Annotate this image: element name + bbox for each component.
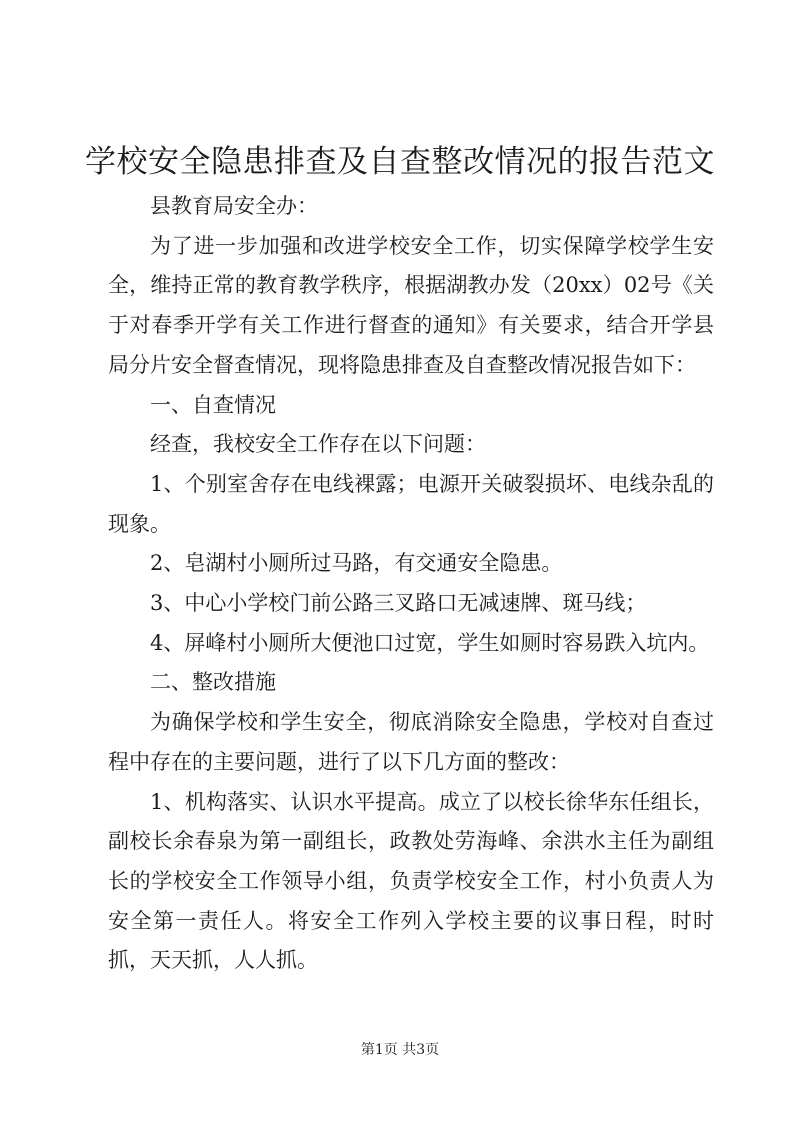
list-item: 1、个别室舍存在电线裸露；电源开关破裂损坏、电线杂乱的现象。: [108, 471, 714, 536]
document-body: [108, 187, 714, 981]
intro-paragraph: 为了进一步加强和改进学校安全工作，切实保障学校学生安全，维持正常的教育教学秩序，根据湖教办发（20xx）02号《关于对春季开学有关工作进行督查的通知》有关要求，结合开学县局分片安全督查情况，现将隐患排查及自查整改情况报告如下：: [108, 233, 714, 377]
section-heading-self-check: 一、自查情况: [150, 392, 276, 417]
paragraph: 为确保学校和学生安全，彻底消除安全隐患，学校对自查过程中存在的主要问题，进行了以下几方面的整改：: [108, 710, 714, 774]
list-item: 1、机构落实、认识水平提高。成立了以校长徐华东任组长，副校长余春泉为第一副组长，政教处劳海峰、余洪水主任为副组长的学校安全工作领导小组，负责学校安全工作，村小负责人为安全第一责任人。将安全工作列入学校主要的议事日程，时时抓，天天抓，人人抓。: [108, 789, 714, 973]
salutation: 县教育局安全办：: [150, 194, 318, 218]
list-item: 3、中心小学校门前公路三叉路口无减速牌、斑马线；: [150, 591, 647, 616]
page-footer: 第1页 共3页: [360, 1042, 440, 1058]
section-heading-measures: 二、整改措施: [150, 670, 276, 695]
list-item: 4、屏峰村小厕所大便池口过宽，学生如厕时容易跌入坑内。: [150, 630, 710, 655]
paragraph: 经查，我校安全工作存在以下问题：: [150, 432, 486, 457]
document-title: 学校安全隐患排查及自查整改情况的报告范文: [85, 144, 715, 180]
list-item: 2、皂湖村小厕所过马路，有交通安全隐患。: [150, 551, 563, 576]
